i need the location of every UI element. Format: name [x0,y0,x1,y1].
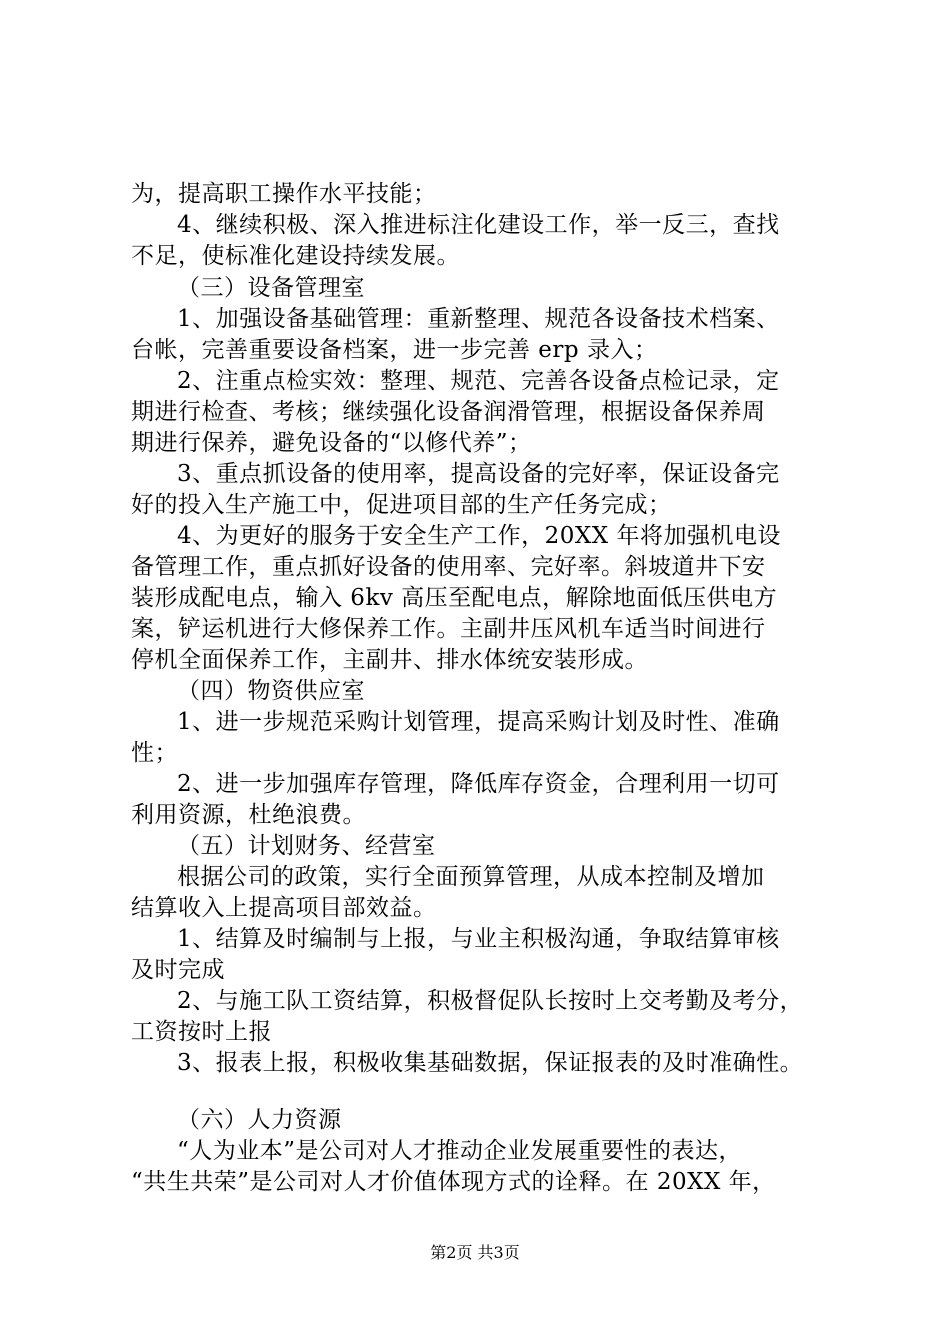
text-line: 结算收入上提高项目部效益。 [131,895,437,921]
text-line: 4、为更好的服务于安全生产工作，20XX 年将加强机电设 [177,523,781,549]
text-line: 不足，使标准化建设持续发展。 [131,243,460,269]
text-line: “共生共荣”是公司对人才价值体现方式的诠释。在 20XX 年， [131,1169,776,1195]
text-line: 台帐，完善重要设备档案，进一步完善 erp 录入； [131,337,658,363]
text-line: 及时完成 [131,957,225,983]
section-heading: （五）计划财务、经营室 [177,833,436,859]
text-line: 好的投入生产施工中，促进项目部的生产任务完成； [131,492,672,518]
text-line: 3、重点抓设备的使用率，提高设备的完好率，保证设备完 [177,461,780,487]
text-line: 利用资源，杜绝浪费。 [131,802,366,828]
text-line: 案，铲运机进行大修保养工作。主副井压风机车适当时间进行 [131,616,766,642]
page-footer: 第2页 共3页 [430,1243,520,1262]
text-line: 备管理工作，重点抓好设备的使用率、完好率。斜坡道井下安 [131,554,766,580]
text-line: 2、进一步加强库存管理，降低库存资金，合理利用一切可 [177,771,780,797]
text-line: 期进行检查、考核；继续强化设备润滑管理，根据设备保养周 [131,399,766,425]
text-line: 性； [131,740,178,766]
text-line: 工资按时上报 [131,1019,272,1045]
text-line: 装形成配电点，输入 6kv 高压至配电点，解除地面低压供电方 [131,585,778,611]
text-line: 为，提高职工操作水平技能； [131,181,437,207]
text-line: 1、进一步规范采购计划管理，提高采购计划及时性、准确 [177,709,780,735]
section-heading: （六）人力资源 [177,1107,342,1133]
text-line: 3、报表上报，积极收集基础数据，保证报表的及时准确性。 [177,1050,804,1076]
text-line: 2、与施工队工资结算，积极督促队长按时上交考勤及考分， [177,988,804,1014]
text-line: 1、加强设备基础管理：重新整理、规范各设备技术档案、 [177,306,780,332]
section-heading: （四）物资供应室 [177,678,365,704]
text-line: 期进行保养，避免设备的“以修代养”； [131,430,532,456]
text-line: “人为业本”是公司对人才推动企业发展重要性的表达， [177,1138,743,1164]
text-line: 1、结算及时编制与上报，与业主积极沟通，争取结算审核 [177,926,780,952]
text-line: 2、注重点检实效：整理、规范、完善各设备点检记录，定 [177,368,780,394]
text-line: 停机全面保养工作，主副井、排水体统安装形成。 [131,647,648,673]
text-line: 根据公司的政策，实行全面预算管理，从成本控制及增加 [177,864,765,890]
section-heading: （三）设备管理室 [177,275,365,301]
text-line: 4、继续积极、深入推进标注化建设工作，举一反三，查找 [177,212,780,238]
